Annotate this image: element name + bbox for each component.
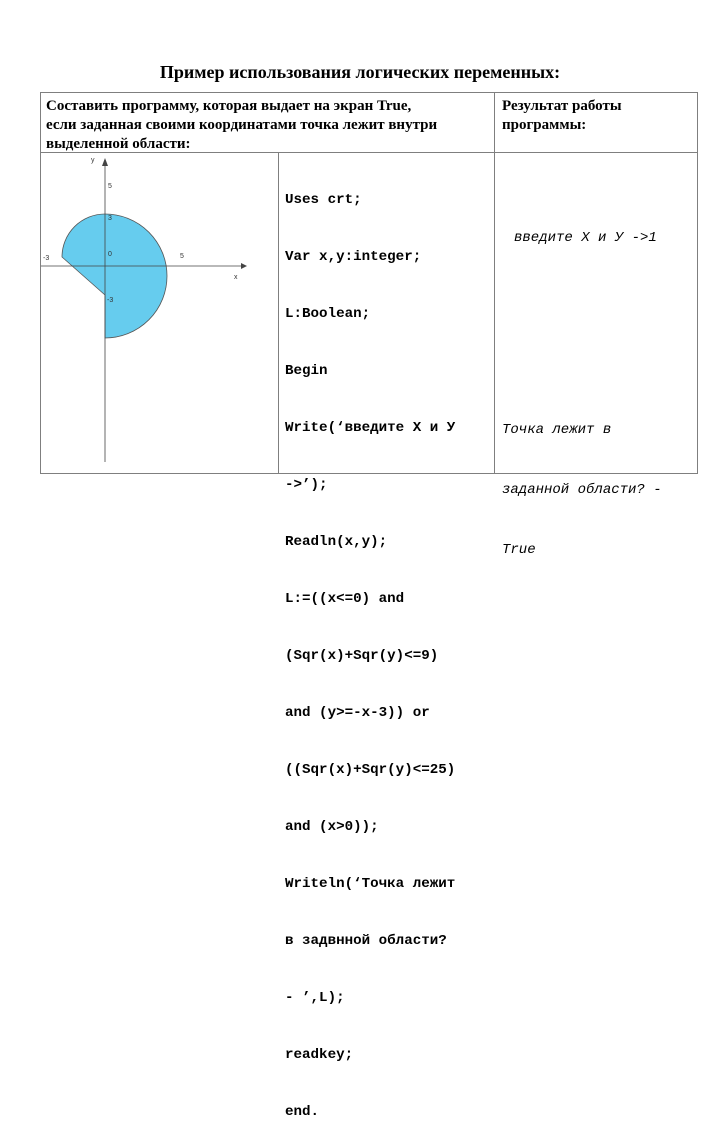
page-title: Пример использования логических переменных: <box>159 62 561 82</box>
code-line: L:Boolean; <box>285 306 371 322</box>
code-line: and (y>=-x-3)) or <box>285 705 430 721</box>
output-result-line: True <box>502 542 536 558</box>
tick-origin: 0 <box>108 251 112 258</box>
output-result-line: заданной области? - <box>502 482 662 498</box>
task-header-line: если заданная своими координатами точка лежит внутри <box>46 117 438 133</box>
task-header-line: Составить программу, которая выдает на экран True, <box>46 98 412 114</box>
output-result-line: Точка лежит в <box>502 422 612 438</box>
result-header <box>502 97 692 135</box>
region-graph <box>41 152 278 473</box>
code-line: Write(‘введите X и У <box>285 420 456 436</box>
table-divider-right <box>494 92 495 474</box>
tick-x-neg3: -3 <box>43 255 50 262</box>
x-axis-arrow-icon <box>241 263 247 269</box>
axis-label-x: x <box>234 274 238 281</box>
tick-x-5: 5 <box>180 253 184 260</box>
tick-y-3: 3 <box>108 215 112 222</box>
code-listing <box>285 153 493 1141</box>
tick-y-neg3: -3 <box>107 297 114 304</box>
code-line: readkey; <box>285 1047 354 1063</box>
output-result <box>502 380 662 580</box>
code-line: (Sqr(x)+Sqr(y)<=9) <box>285 648 439 664</box>
code-line: end. <box>285 1104 320 1120</box>
code-line: L:=((x<=0) and <box>285 591 405 607</box>
code-line: - ’,L); <box>285 990 345 1006</box>
shaded-region <box>62 214 167 338</box>
code-line: Begin <box>285 363 328 379</box>
code-line: ->’); <box>285 477 328 493</box>
code-line: ((Sqr(x)+Sqr(y)<=25) <box>285 762 456 778</box>
table-divider-graph <box>278 152 279 474</box>
y-axis-arrow-icon <box>102 158 108 166</box>
task-header-line: выделенной области: <box>46 136 191 152</box>
code-line: в задвнной области? <box>285 933 447 949</box>
result-header-line: Результат работы <box>502 98 622 114</box>
code-line: and (x>0)); <box>285 819 379 835</box>
axis-label-y: y <box>91 157 95 164</box>
code-line: Var x,y:integer; <box>285 249 422 265</box>
output-prompt: введите X и У ->1 <box>514 230 657 246</box>
code-line: Uses crt; <box>285 192 362 208</box>
code-line: Writeln(‘Точка лежит <box>285 876 456 892</box>
code-line: Readln(x,y); <box>285 534 388 550</box>
result-header-line: программы: <box>502 117 587 133</box>
tick-y-5: 5 <box>108 183 112 190</box>
task-header <box>46 97 491 154</box>
